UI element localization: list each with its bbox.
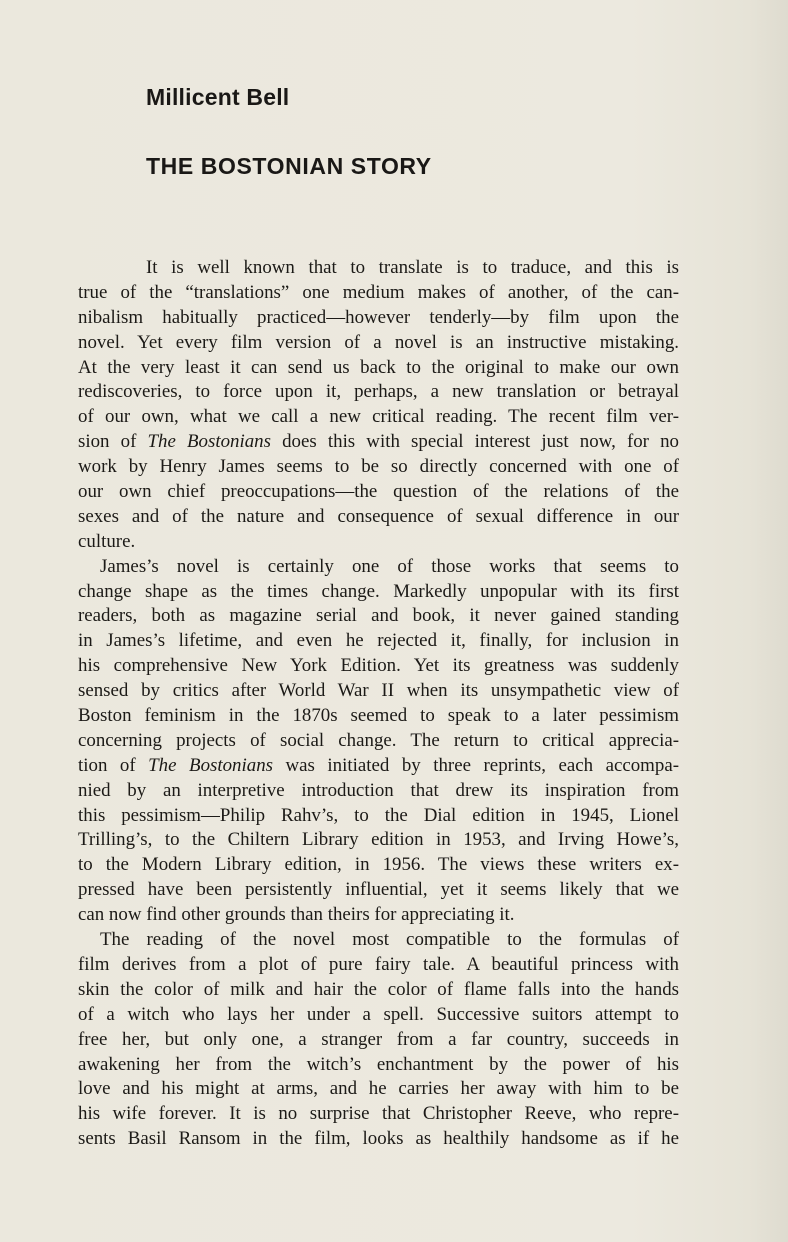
- text-line: culture.: [78, 530, 136, 552]
- text-line: skin the color of milk and hair the color of flame falls into the hands: [78, 978, 679, 1000]
- text-line: tion of The Bostonians was initiated by three reprints, each accompa-: [78, 754, 679, 776]
- text-line: sents Basil Ransom in the film, looks as healthily handsome as if he: [78, 1128, 679, 1150]
- text-line: in James’s lifetime, and even he rejected it, finally, for inclusion in: [78, 630, 679, 652]
- text-line: of our own, what we call a new critical reading. The recent film ver-: [78, 406, 679, 428]
- text-line: can now find other grounds than theirs for appreciating it.: [78, 904, 515, 926]
- text-line: concerning projects of social change. The return to critical apprecia-: [78, 729, 679, 751]
- text-line: pressed have been persistently influential, yet it seems likely that we: [78, 879, 679, 901]
- text-line: free her, but only one, a stranger from a far country, succeeds in: [78, 1028, 679, 1050]
- text-line: sion of The Bostonians does this with special interest just now, for no: [78, 431, 679, 453]
- paragraph: [78, 928, 679, 1152]
- text-line: sexes and of the nature and consequence of sexual difference in our: [78, 505, 679, 527]
- text-line: to the Modern Library edition, in 1956. The views these writers ex-: [78, 854, 679, 876]
- text-line: It is well known that to translate is to traduce, and this is: [146, 257, 679, 278]
- text-line: change shape as the times change. Markedly unpopular with its first: [78, 580, 679, 602]
- text-line: true of the “translations” one medium makes of another, of the can-: [78, 281, 679, 303]
- text-line: At the very least it can send us back to the original to make our own: [78, 356, 679, 378]
- text-line: work by Henry James seems to be so directly concerned with one of: [78, 456, 679, 478]
- text-line: novel. Yet every film version of a novel is an instructive mistaking.: [78, 331, 679, 353]
- text-line: our own chief preoccupations—the question of the relations of the: [78, 481, 679, 503]
- italic-title: The Bostonians: [148, 754, 273, 776]
- paragraph: [78, 256, 679, 555]
- text-line: Boston feminism in the 1870s seemed to speak to a later pessimism: [78, 705, 679, 727]
- text-line: rediscoveries, to force upon it, perhaps, a new translation or betrayal: [78, 381, 679, 403]
- italic-title: The Bostonians: [147, 431, 271, 453]
- paragraph: [78, 555, 679, 928]
- text-line: his wife forever. It is no surprise that Christopher Reeve, who repre-: [78, 1103, 679, 1125]
- essay-title: THE BOSTONIAN STORY: [146, 153, 432, 179]
- text-line: nibalism habitually practiced—however tenderly—by film upon the: [78, 306, 679, 328]
- text-line: this pessimism—Philip Rahv’s, to the Dial edition in 1945, Lionel: [78, 804, 679, 826]
- text-line: film derives from a plot of pure fairy tale. A beautiful princess with: [78, 953, 679, 975]
- essay-body: [78, 256, 679, 1152]
- text-line: James’s novel is certainly one of those works that seems to: [100, 555, 679, 577]
- author-name: Millicent Bell: [146, 84, 290, 110]
- text-line: sensed by critics after World War II when its unsympathetic view of: [78, 680, 679, 702]
- text-line: love and his might at arms, and he carries her away with him to be: [78, 1078, 679, 1100]
- text-line: nied by an interpretive introduction that drew its inspiration from: [78, 779, 679, 801]
- text-line: his comprehensive New York Edition. Yet its greatness was suddenly: [78, 655, 679, 677]
- text-line: Trilling’s, to the Chiltern Library edition in 1953, and Irving Howe’s,: [78, 829, 679, 851]
- text-line: readers, both as magazine serial and book, it never gained standing: [78, 605, 679, 627]
- text-line: of a witch who lays her under a spell. Successive suitors attempt to: [78, 1003, 679, 1025]
- text-line: The reading of the novel most compatible to the formulas of: [100, 929, 679, 951]
- text-line: awakening her from the witch’s enchantment by the power of his: [78, 1053, 679, 1075]
